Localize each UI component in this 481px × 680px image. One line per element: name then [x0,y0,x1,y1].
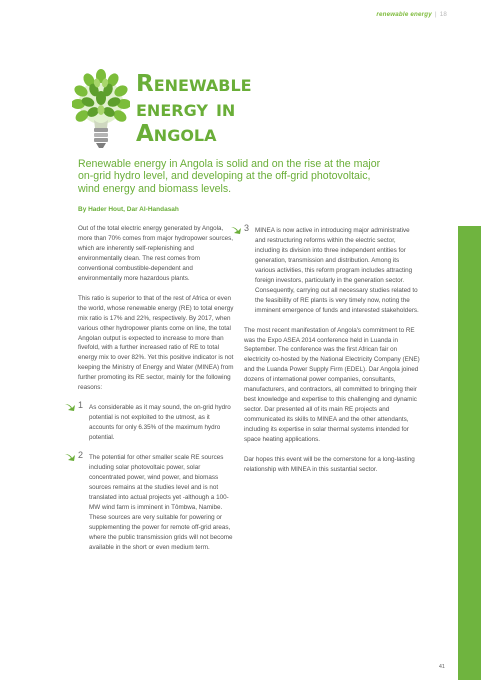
paragraph: This ratio is superior to that of the rest of Africa or even the world, whose renewable energy (RE) to total energy mix ratio is 17% and 22%, respectively. By 2017, when various other hydropower plants come on line, the total Angolan output is expected to increase to more than fivefold, with a further increased ratio of RE to total energy mix to over 82%. Yet this positive indicator is not keeping the Ministry of Energy and Water (MINEA) from further promoting its RE sector, mainly for the following reasons: [78,294,234,392]
article-title [136,72,276,147]
item-text: MINEA is now active in introducing major administrative and restructuring reforms within the electric sector, including its division into three independent entities for generation, transmission and distribution. Among its various activities, this reform program includes attracting foreign investors, particularly in the generation sector. Consequently, carrying out all necessary studies related to the feasibility of RE plants is very timely now, noting the imminent emergence of funds and interested stakeholders. [255,227,419,314]
numbered-item-3 [244,223,420,316]
item-number: 1 [78,400,84,411]
running-head [376,11,447,18]
item-text: The potential for other smaller scale RE sources including solar photovoltaic power, solar concentrated power, wind power, and biomass sources remains at the studies level and is not translated into actual projects yet -although a 100-MW wind farm is imminent in Tômbwa, Namibe. These sources are very suitable for powering or supplementing the power for remote off-grid areas, where the public transmission grids will not become available in the short or even medium term. [89,454,233,551]
leaf-bulb-icon [72,68,130,154]
paragraph: The most recent manifestation of Angola's commitment to RE was the Expo ASEA 2014 conference held in Luanda in September. The conference was the first African fair on electricity co-hosted by the National Electricity Company (ENE) and the Luanda Power Supply Firm (EDEL). Dar Angola joined dozens of international power companies, consultants, manufacturers, and contractors, all committed to bringing their best knowledge and expertise to this challenging and dynamic sector. Dar presented all of its main RE projects and communicated its skills to MINEA and the other attendants, including its expertise in solar thermal systems intended for space heating applications. [244,326,420,444]
arrow-bullet-icon [230,225,243,235]
paragraph: Out of the total electric energy generated by Angola, more than 70% comes from major hydropower sources, which are inherently self-replenishing and environmentally clean. The rest comes from conventional combustible-dependent and environmentally more hazardous plants. [78,225,234,282]
arrow-bullet-icon [64,402,77,412]
column-right [244,223,420,475]
green-side-bar [458,226,481,680]
title-line: energy in [136,96,236,122]
page-number: 41 [438,664,445,670]
title-line: Angola [136,121,217,147]
numbered-item-2 [78,450,236,553]
separator: | [434,11,437,18]
title-line: Renewable [136,71,252,97]
arrow-bullet-icon [64,452,77,462]
section-label: renewable energy [376,11,432,18]
numbered-item-1 [78,400,236,443]
byline: By Hader Hout, Dar Al-Handasah [78,206,179,213]
column-left [78,224,236,553]
item-number: 3 [244,223,250,233]
page-ref: 18 [439,11,447,18]
item-number: 2 [78,450,84,461]
item-text: As considerable as it may sound, the on-grid hydro potential is not exploited to the utmost, as it accounts for only 6.35% of the maximum hydro potential. [89,404,231,442]
article-subtitle: Renewable energy in Angola is solid and on the rise at the major on-grid hydro level, and developing at the off-grid photovoltaic, wind energy and biomass levels. [78,158,381,195]
paragraph: Dar hopes this event will be the cornerstone for a long-lasting relationship with MINEA in this sustantial sector. [244,456,415,473]
